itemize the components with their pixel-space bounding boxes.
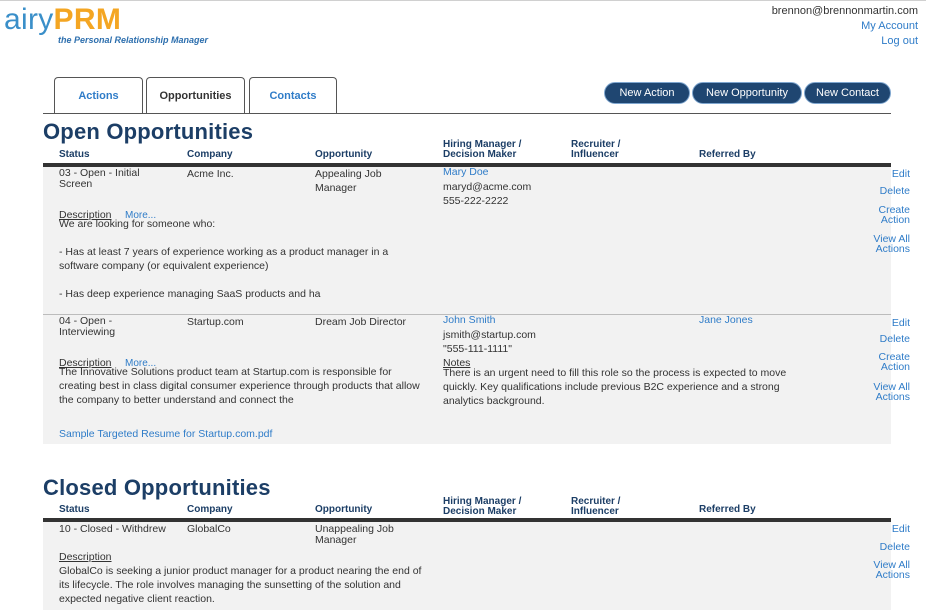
row-actions — [866, 524, 910, 580]
new-contact-button[interactable]: New Contact — [804, 82, 891, 104]
view-all-actions-link[interactable]: View All Actions — [873, 233, 910, 255]
logo-tagline: the Personal Relationship Manager — [58, 35, 209, 45]
create-action-link[interactable]: Create Action — [878, 204, 910, 226]
company-value: Acme Inc. — [187, 168, 234, 180]
user-email: brennon@brennonmartin.com — [771, 5, 918, 17]
col-status: Status — [59, 149, 90, 160]
edit-link[interactable]: Edit — [891, 168, 910, 180]
my-account-link[interactable]: My Account — [861, 20, 918, 32]
status-value: 03 - Open - Initial Screen — [59, 167, 140, 190]
description-label: Description — [59, 209, 112, 221]
description-text: We are looking for someone who: - Has at least 7 years of experience working as a product manager in a software company (or equivalent experience) - Has deep experience managing SaaS products and ha — [59, 218, 389, 300]
delete-link[interactable]: Delete — [879, 541, 910, 553]
hiring-manager-phone: 555-222-2222 — [443, 195, 509, 207]
tab-divider — [43, 113, 891, 114]
hiring-manager-link[interactable]: John Smith — [443, 314, 496, 326]
new-action-button[interactable]: New Action — [604, 82, 690, 104]
notes-label: Notes — [443, 357, 471, 369]
notes-text: There is an urgent need to fill this role so the process is expected to move quickly. Key qualifications include previous B2C experience and a strong analytics background. — [443, 367, 787, 407]
description-label: Description — [59, 551, 112, 563]
account-menu — [772, 4, 918, 49]
hiring-manager-email: jsmith@startup.com — [443, 329, 536, 341]
delete-link[interactable]: Delete — [879, 185, 910, 197]
company-value: GlobalCo — [187, 523, 231, 535]
app-logo[interactable] — [4, 3, 209, 45]
opportunity-value: Unappealing Job Manager — [315, 523, 394, 546]
row-actions — [866, 318, 910, 402]
col-hiring-manager: Hiring Manager / Decision Maker — [443, 139, 522, 160]
status-value: 04 - Open - Interviewing — [59, 315, 116, 338]
description-text: The Innovative Solutions product team at Startup.com is responsible for creating best in class digital consumer experience through products that allow the company to better understand and connect the — [59, 366, 420, 406]
description-label: Description — [59, 357, 112, 369]
col-opportunity: Opportunity — [315, 504, 373, 515]
referred-by-link[interactable]: Jane Jones — [699, 314, 753, 326]
create-action-link[interactable]: Create Action — [878, 351, 910, 373]
more-link[interactable]: More... — [125, 358, 157, 369]
opportunity-value: Appealing Job Manager — [315, 168, 382, 194]
view-all-actions-link[interactable]: View All Actions — [873, 381, 910, 403]
attachment-link[interactable]: Sample Targeted Resume for Startup.com.pdf — [59, 428, 273, 440]
new-opportunity-button[interactable]: New Opportunity — [692, 82, 802, 104]
edit-link[interactable]: Edit — [891, 317, 910, 329]
hiring-manager-link[interactable]: Mary Doe — [443, 166, 489, 178]
col-hiring-manager: Hiring Manager / Decision Maker — [443, 496, 522, 517]
logo-wordmark: airyPRM — [4, 3, 122, 36]
hiring-manager-email: maryd@acme.com — [443, 181, 532, 193]
view-all-actions-link[interactable]: View All Actions — [873, 559, 910, 581]
row-actions — [866, 169, 910, 254]
logout-link[interactable]: Log out — [881, 35, 918, 47]
col-recruiter: Recruiter / Influencer — [571, 139, 621, 160]
col-referred-by: Referred By — [699, 504, 756, 515]
tab-opportunities[interactable]: Opportunities — [146, 77, 245, 114]
closed-opportunities-title: Closed Opportunities — [43, 475, 271, 500]
status-value: 10 - Closed - Withdrew — [59, 523, 166, 535]
col-company: Company — [187, 149, 233, 160]
hiring-manager-phone: "555-111-1111" — [443, 343, 512, 355]
col-company: Company — [187, 504, 233, 515]
tab-actions[interactable]: Actions — [54, 77, 143, 114]
company-value: Startup.com — [187, 316, 244, 328]
open-opportunities-title: Open Opportunities — [43, 119, 254, 144]
delete-link[interactable]: Delete — [879, 333, 910, 345]
edit-link[interactable]: Edit — [891, 523, 910, 535]
opportunity-value: Dream Job Director — [315, 316, 407, 328]
top-border — [0, 0, 926, 1]
more-link[interactable]: More... — [125, 210, 157, 221]
description-text: GlobalCo is seeking a junior product manager for a product nearing the end of its lifecycle. The role involves managing the sunsetting of the solution and expected negative client reaction. — [59, 565, 422, 605]
col-referred-by: Referred By — [699, 149, 756, 160]
col-opportunity: Opportunity — [315, 149, 373, 160]
col-recruiter: Recruiter / Influencer — [571, 496, 621, 517]
col-status: Status — [59, 504, 90, 515]
tab-contacts[interactable]: Contacts — [249, 77, 337, 114]
